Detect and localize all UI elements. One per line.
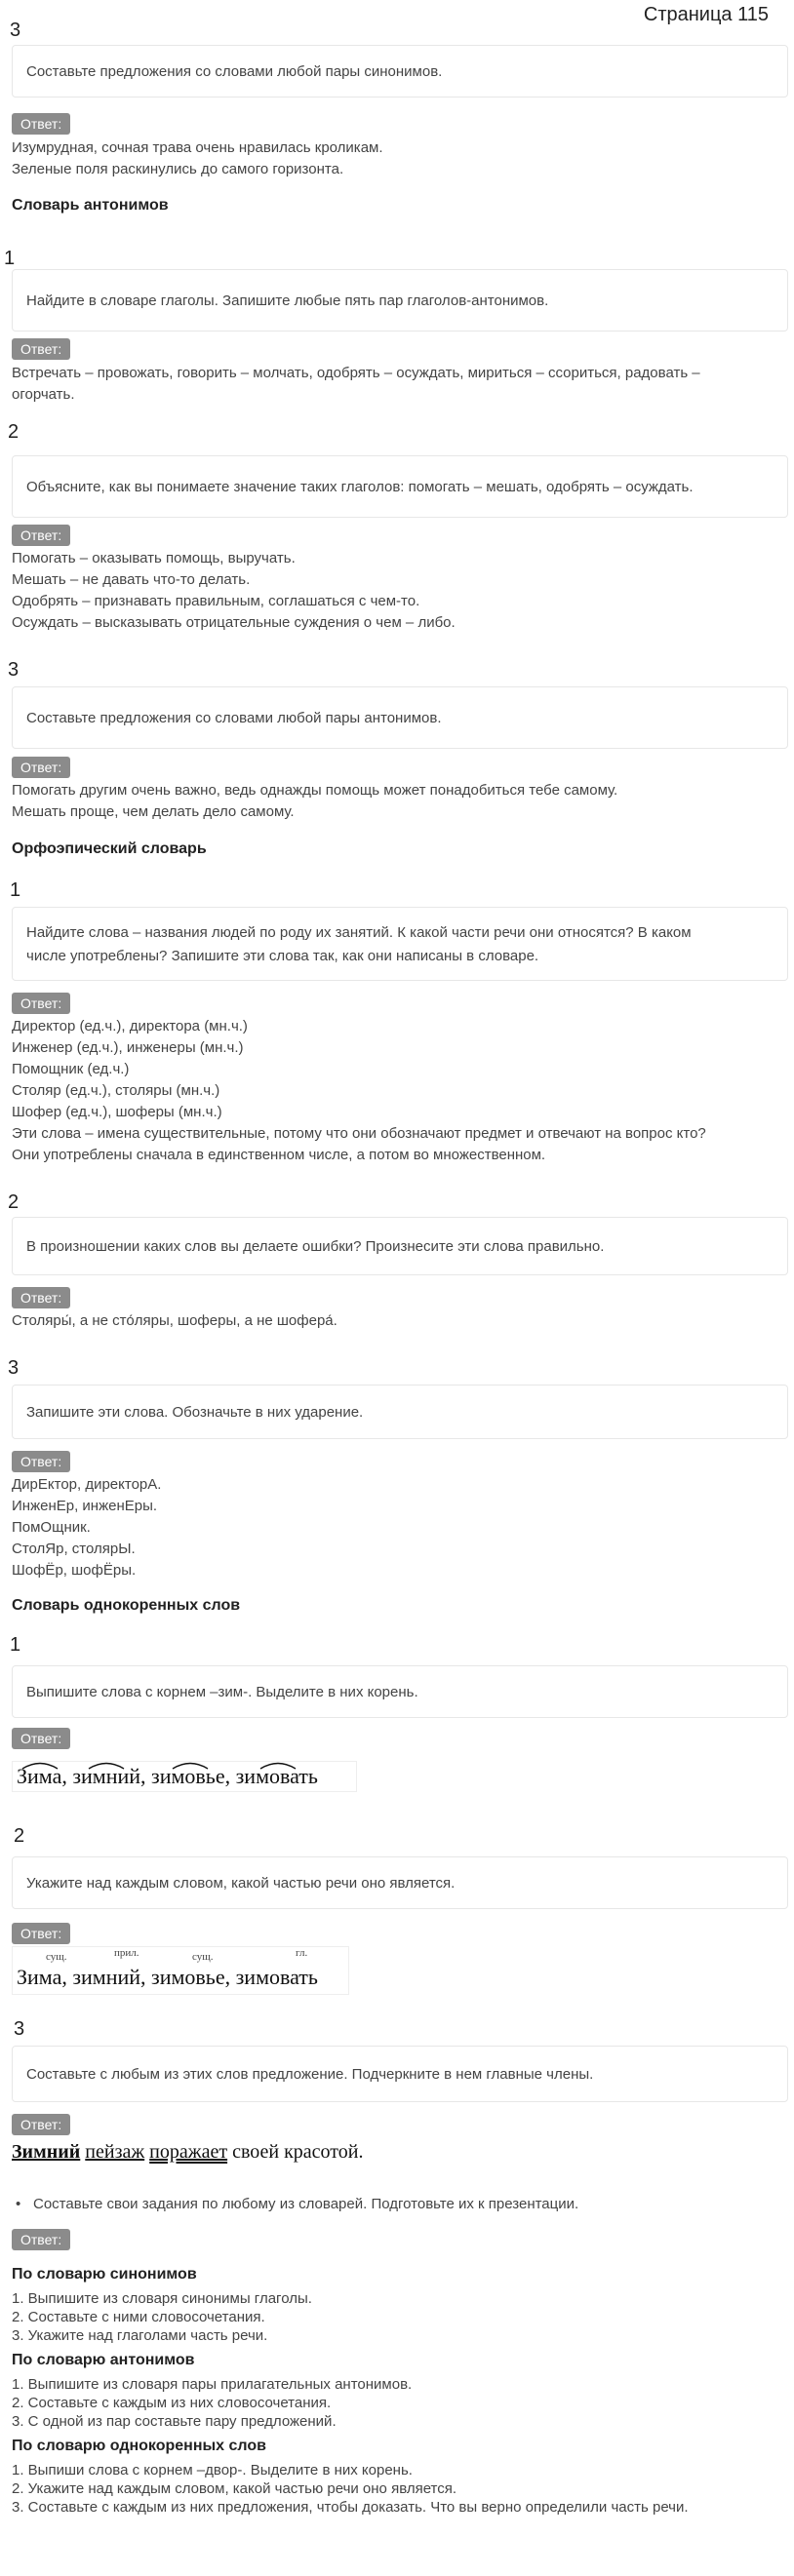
bullet-task: • Составьте свои задания по любому из словарей. Подготовьте их к презентации. — [33, 2196, 578, 2212]
pos-label: прил. — [114, 1947, 139, 1959]
list-antonyms: 1. Выпишите из словаря пары прилагательных антонимов. 2. Составьте с каждым из них словосочетания. 3. С одной из пар составьте пару предложений. — [12, 2376, 413, 2430]
answer-badge: Ответ: — [12, 113, 70, 135]
task-number: 1 — [4, 248, 16, 269]
task-text: Найдите слова – названия людей по роду их занятий. К какой части речи они относятся? В каком — [26, 924, 692, 941]
task-text: Составьте с любым из этих слов предложение. Подчеркните в нем главные члены. — [26, 2066, 594, 2083]
task-text: числе употреблены? Запишите эти слова так, как они написаны в словаре. — [26, 948, 539, 964]
task-number: 3 — [10, 20, 21, 41]
list-synonyms: 1. Выпишите из словаря синонимы глаголы. 2. Составьте с ними словосочетания. 3. Укажите над глаголами часть речи. — [12, 2290, 312, 2344]
task-text: Укажите над каждым словом, какой частью речи оно является. — [26, 1875, 456, 1892]
pos-label: сущ. — [46, 1951, 67, 1963]
task-box — [12, 907, 788, 981]
answer-badge: Ответ: — [12, 2114, 70, 2135]
task-number: 2 — [8, 421, 20, 443]
section-heading-antonyms: Словарь антонимов — [12, 197, 169, 214]
task-text: В произношении каких слов вы делаете ошибки? Произнесите эти слова правильно. — [26, 1238, 605, 1255]
answer-image-roots: Зима, зимний, зимовье, зимовать — [12, 1761, 357, 1792]
section-heading-cognates: Словарь однокоренных слов — [12, 1597, 241, 1614]
answer-badge: Ответ: — [12, 338, 70, 360]
answer-text: Изумрудная, сочная трава очень нравилась кроликам. Зеленые поля раскинулись до самого горизонта. — [12, 139, 383, 177]
answer-text: Помогать – оказывать помощь, выручать. Мешать – не давать что-то делать. Одобрять – признавать правильным, соглашаться с чем-то. Осуждать – высказывать отрицательные суждения о чем – либо. — [12, 550, 456, 631]
answer-badge: Ответ: — [12, 1728, 70, 1749]
task-text: Найдите в словаре глаголы. Запишите любые пять пар глаголов-антонимов. — [26, 293, 549, 309]
task-box — [12, 686, 788, 749]
task-box — [12, 455, 788, 518]
task-text: Запишите эти слова. Обозначьте в них ударение. — [26, 1404, 364, 1421]
page-number: Страница 115 — [643, 4, 769, 25]
answer-image-sentence: Зимний пейзаж поражает своей красотой. — [12, 2141, 364, 2163]
list-cognates: 1. Выпиши слова с корнем –двор-. Выделите в них корень. 2. Укажите над каждым словом, какой частью речи оно является. 3. Составьте с каждым из них предложения, чтобы доказать. Что вы верно определили часть речи. — [12, 2462, 689, 2516]
answer-text: Столяры́, а не сто́ляры, шоферы, а не шофера́. — [12, 1312, 337, 1329]
pos-label: сущ. — [192, 1951, 214, 1963]
task-box — [12, 2046, 788, 2102]
answer-badge: Ответ: — [12, 1287, 70, 1308]
pos-label: гл. — [296, 1947, 308, 1959]
task-number: 3 — [8, 659, 20, 681]
task-box — [12, 1217, 788, 1275]
section-heading-orthoepic: Орфоэпический словарь — [12, 840, 207, 857]
subheading-antonyms: По словарю антонимов — [12, 2352, 195, 2368]
answer-text: Директор (ед.ч.), директора (мн.ч.) Инженер (ед.ч.), инженеры (мн.ч.) Помощник (ед.ч.) Столяр (ед.ч.), столяры (мн.ч.) Шофер (ед.ч.), шоферы (мн.ч.) Эти слова – имена существительные, потому что они обозначают предмет и отвечают на вопрос кто? Они употреблены сначала в единственном числе, а потом во множественном. — [12, 1018, 706, 1163]
task-box — [12, 1856, 788, 1909]
root-arcs — [19, 1758, 311, 1770]
task-box — [12, 1665, 788, 1718]
subheading-cognates: По словарю однокоренных слов — [12, 2438, 266, 2454]
answer-image-pos: сущ. прил. сущ. гл. Зима, зимний, зимовье, зимовать — [12, 1946, 349, 1995]
task-number: 1 — [10, 1634, 21, 1656]
answer-badge: Ответ: — [12, 993, 70, 1014]
answer-badge: Ответ: — [12, 1923, 70, 1944]
answer-badge: Ответ: — [12, 757, 70, 778]
task-box — [12, 45, 788, 98]
task-box — [12, 269, 788, 332]
task-number: 2 — [8, 1191, 20, 1213]
task-text: Объясните, как вы понимаете значение таких глаголов: помогать – мешать, одобрять – осуждать. — [26, 479, 694, 495]
answer-badge: Ответ: — [12, 2229, 70, 2250]
task-text: Выпишите слова с корнем –зим-. Выделите в них корень. — [26, 1684, 418, 1700]
answer-badge: Ответ: — [12, 525, 70, 546]
answer-badge: Ответ: — [12, 1451, 70, 1472]
task-number: 3 — [8, 1357, 20, 1379]
task-box — [12, 1385, 788, 1439]
task-number: 3 — [14, 2018, 25, 2040]
answer-text: Помогать другим очень важно, ведь однажды помощь может понадобиться тебе самому. Мешать проще, чем делать дело самому. — [12, 782, 618, 820]
task-text: Составьте предложения со словами любой пары антонимов. — [26, 710, 442, 726]
task-text: Составьте предложения со словами любой пары синонимов. — [26, 63, 443, 80]
answer-text: Встречать – провожать, говорить – молчать, одобрять – осуждать, мириться – ссориться, радовать – огорчать. — [12, 365, 700, 403]
task-number: 2 — [14, 1825, 25, 1847]
task-number: 1 — [10, 879, 21, 901]
answer-text: ДирЕктор, директорА. ИнженЕр, инженЕры. ПомОщник. СтолЯр, столярЫ. ШофЁр, шофЁры. — [12, 1476, 162, 1579]
subheading-synonyms: По словарю синонимов — [12, 2266, 197, 2283]
